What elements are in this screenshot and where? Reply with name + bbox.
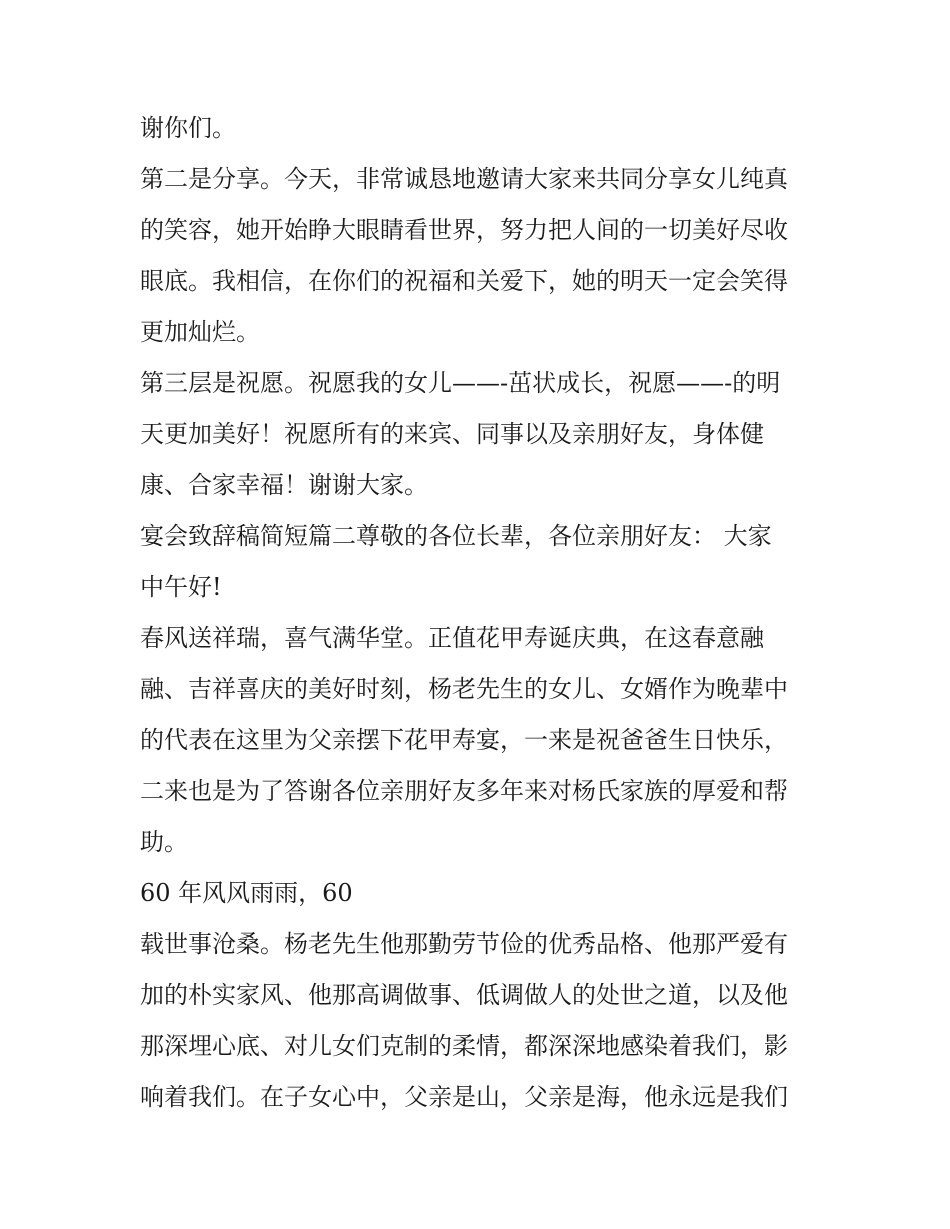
text-line: 的代表在这里为父亲摆下花甲寿宴，一来是祝爸爸生日快乐， <box>140 726 788 754</box>
text-line: 载世事沧桑。杨老先生他那勤劳节俭的优秀品格、他那严爱有 <box>140 930 788 958</box>
text-line: 那深埋心底、对儿女们克制的柔情，都深深地感染着我们，影 <box>140 1032 788 1060</box>
text-line: 第二是分享。今天，非常诚恳地邀请大家来共同分享女儿纯真 <box>140 165 788 193</box>
text-line: 天更加美好！祝愿所有的来宾、同事以及亲朋好友，身体健 <box>140 420 764 448</box>
text-line: 中午好! <box>140 573 222 601</box>
text-line: 眼底。我相信，在你们的祝福和关爱下，她的明天一定会笑得 <box>140 267 788 295</box>
text-line: 更加灿烂。 <box>140 318 260 346</box>
text-line: 的笑容，她开始睁大眼睛看世界，努力把人间的一切美好尽收 <box>140 216 788 244</box>
text-line: 助。 <box>140 828 188 856</box>
text-line: 融、吉祥喜庆的美好时刻，杨老先生的女儿、女婿作为晚辈中 <box>140 675 788 703</box>
text-line: 二来也是为了答谢各位亲朋好友多年来对杨氏家族的厚爱和帮 <box>140 777 788 805</box>
text-line: 加的朴实家风、他那高调做事、低调做人的处世之道，以及他 <box>140 981 788 1009</box>
text-line: 响着我们。在子女心中，父亲是山，父亲是海，他永远是我们 <box>140 1083 788 1111</box>
document-body <box>140 103 815 1123</box>
text-line: 第三层是祝愿。祝愿我的女儿——-茁状成长，祝愿——-的明 <box>140 369 781 397</box>
text-line: 康、合家幸福！谢谢大家。 <box>140 471 428 499</box>
text-line: 宴会致辞稿简短篇二尊敬的各位长辈，各位亲朋好友： 大家 <box>140 522 772 550</box>
text-line: 60 年风风雨雨，60 <box>140 879 353 907</box>
text-line: 谢你们。 <box>140 114 236 142</box>
text-line: 春风送祥瑞，喜气满华堂。正值花甲寿诞庆典，在这春意融 <box>140 624 764 652</box>
